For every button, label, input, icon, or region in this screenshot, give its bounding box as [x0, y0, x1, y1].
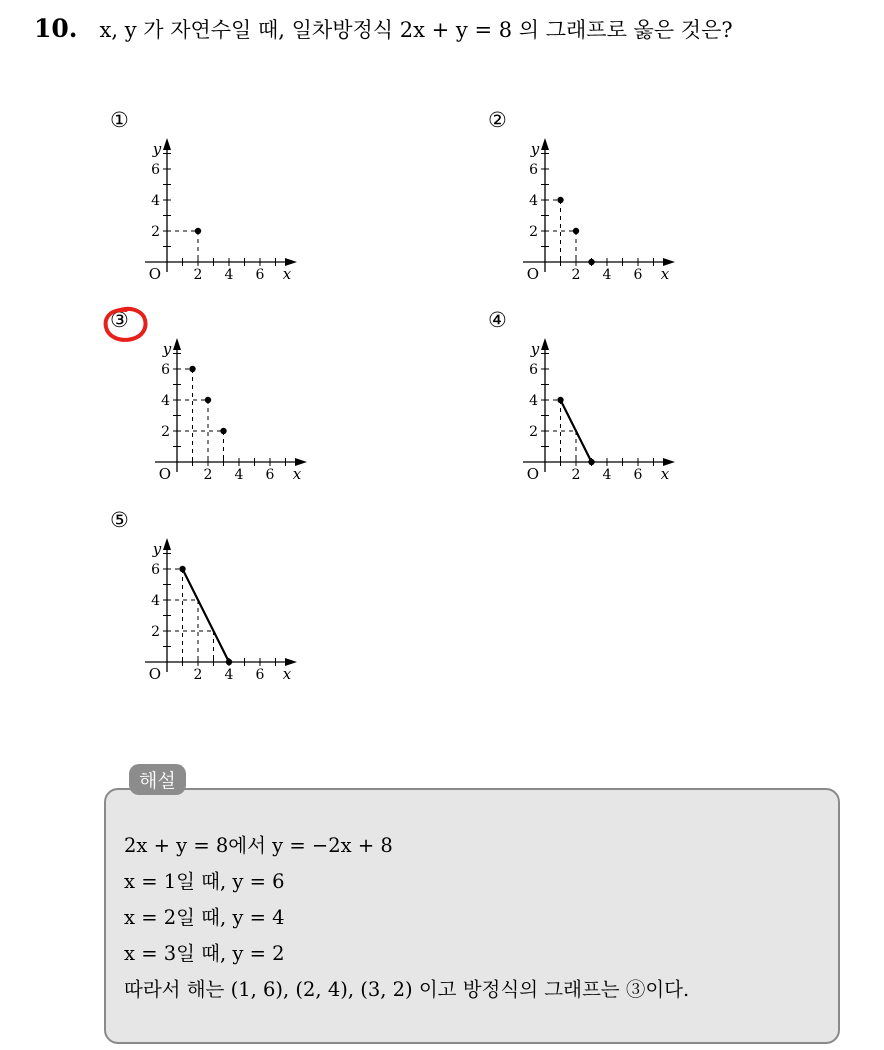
y-axis-arrow [163, 538, 171, 550]
data-point [205, 397, 211, 403]
question [34, 14, 733, 44]
x-tick-label: 2 [203, 467, 213, 483]
option-4-label[interactable]: ④ [488, 308, 507, 332]
y-tick-label: 2 [529, 224, 538, 240]
data-point [189, 366, 195, 372]
origin-label: O [526, 265, 539, 283]
y-tick-label: 6 [529, 362, 538, 378]
x-axis-name: x [282, 265, 292, 283]
option-5-graph [145, 530, 295, 690]
y-tick-label: 4 [529, 393, 538, 409]
y-tick-label: 2 [161, 424, 170, 440]
data-point [226, 659, 232, 665]
x-tick-label: 4 [224, 667, 234, 683]
x-axis-name: x [660, 465, 670, 483]
x-tick-label: 4 [602, 467, 612, 483]
question-number: 10. [34, 14, 78, 43]
x-tick-label: 6 [633, 467, 643, 483]
x-axis-name: x [660, 265, 670, 283]
origin-label: O [148, 265, 161, 283]
option-1-graph [145, 130, 295, 290]
y-tick-label: 4 [161, 393, 170, 409]
x-tick-label: 4 [224, 267, 234, 283]
y-tick-label: 4 [151, 593, 160, 609]
y-axis-name: y [152, 140, 162, 158]
y-axis-name: y [152, 540, 162, 558]
y-tick-label: 4 [151, 193, 160, 209]
y-tick-label: 4 [529, 193, 538, 209]
x-tick-label: 4 [234, 467, 244, 483]
origin-label: O [526, 465, 539, 483]
x-axis-name: x [292, 465, 302, 483]
option-2-label[interactable]: ② [488, 108, 507, 132]
selected-answer-circle-stroke [106, 309, 146, 340]
y-axis-name: y [530, 340, 540, 358]
y-axis-arrow [173, 338, 181, 350]
option-2-graph [523, 130, 673, 290]
y-tick-label: 6 [151, 162, 160, 178]
data-point [220, 428, 226, 434]
data-point [588, 459, 594, 465]
data-point [588, 259, 594, 265]
option-1-label[interactable]: ① [110, 108, 129, 132]
x-tick-label: 2 [571, 267, 581, 283]
x-tick-label: 6 [633, 267, 643, 283]
data-point [573, 228, 579, 234]
y-axis-arrow [163, 138, 171, 150]
graph-line [561, 400, 592, 462]
y-tick-label: 6 [529, 162, 538, 178]
data-point [557, 397, 563, 403]
solution-line-3: x = 2일 때, y = 4 [124, 906, 285, 929]
option-3-label[interactable]: ③ [110, 308, 129, 332]
solution-line-2: x = 1일 때, y = 6 [124, 870, 285, 893]
x-tick-label: 6 [265, 467, 275, 483]
y-tick-label: 2 [529, 424, 538, 440]
x-tick-label: 2 [193, 667, 203, 683]
data-point [195, 228, 201, 234]
y-axis-arrow [541, 138, 549, 150]
option-3-graph [155, 330, 305, 490]
y-tick-label: 2 [151, 624, 160, 640]
y-axis-arrow [541, 338, 549, 350]
x-tick-label: 6 [255, 667, 265, 683]
data-point [179, 566, 185, 572]
origin-label: O [148, 665, 161, 683]
x-tick-label: 6 [255, 267, 265, 283]
x-tick-label: 4 [602, 267, 612, 283]
x-axis-name: x [282, 665, 292, 683]
y-tick-label: 6 [151, 562, 160, 578]
y-tick-label: 6 [161, 362, 170, 378]
data-point [557, 197, 563, 203]
solution-lines [124, 828, 689, 1008]
origin-label: O [158, 465, 171, 483]
graph-line [183, 569, 230, 662]
solution-line-5: 따라서 해는 (1, 6), (2, 4), (3, 2) 이고 방정식의 그래프는 ③이다. [124, 978, 690, 1001]
y-axis-name: y [162, 340, 172, 358]
solution-line-4: x = 3일 때, y = 2 [124, 942, 285, 965]
x-tick-label: 2 [571, 467, 581, 483]
solution-tag: 해설 [129, 764, 186, 795]
x-tick-label: 2 [193, 267, 203, 283]
y-axis-name: y [530, 140, 540, 158]
solution-line-1: 2x + y = 8에서 y = −2x + 8 [124, 834, 393, 857]
question-text: x, y 가 자연수일 때, 일차방정식 2x + y = 8 의 그래프로 옳은 것은? [99, 18, 733, 42]
selected-answer-circle [100, 304, 152, 344]
option-4-graph [523, 330, 673, 490]
option-5-label[interactable]: ⑤ [110, 508, 129, 532]
y-tick-label: 2 [151, 224, 160, 240]
